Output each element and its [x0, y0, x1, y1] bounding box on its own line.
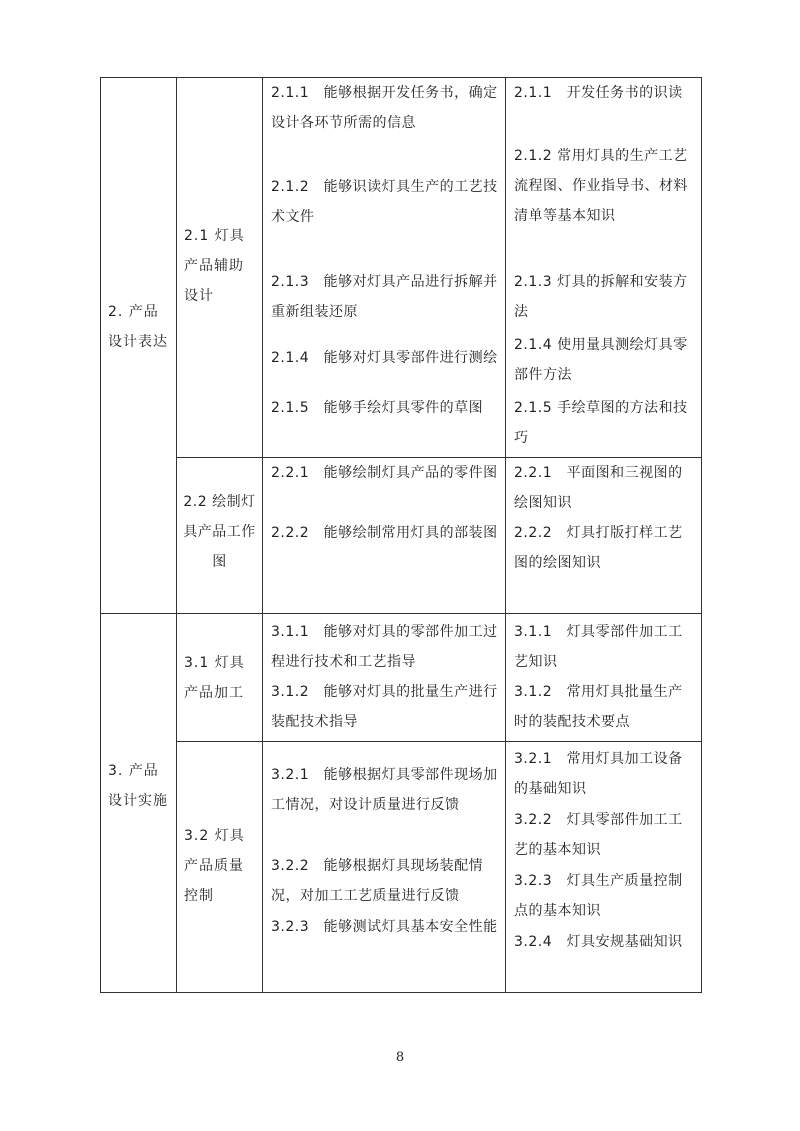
knowledge-item: 3.1.2 常用灯具批量生产时的装配技术要点 — [514, 684, 683, 730]
skill-item: 3.2.1 能够根据灯具零部件现场加工情况，对设计质量进行反馈 — [271, 767, 498, 814]
knowledge-item: 2.1.5 手绘草图的方法和技巧 — [514, 400, 688, 446]
table-row — [101, 457, 702, 613]
skill-item: 3.2.3 能够测试灯具基本安全性能 — [271, 919, 498, 936]
knowledge-cell — [506, 614, 702, 742]
table-row — [101, 78, 702, 458]
knowledge-item: 2.1.3 灯具的拆解和安装方法 — [514, 274, 688, 320]
knowledge-item: 3.2.3 灯具生产质量控制点的基本知识 — [514, 873, 683, 920]
skills-cell — [263, 742, 506, 993]
unit-cell — [177, 614, 263, 742]
knowledge-item: 3.1.1 灯具零部件加工工艺知识 — [514, 624, 683, 670]
knowledge-item: 2.1.4 使用量具测绘灯具零部件方法 — [514, 337, 688, 383]
knowledge-item: 2.1.2 常用灯具的生产工艺流程图、作业指导书、材料清单等基本知识 — [514, 148, 688, 224]
unit-label: 3.1 灯具产品加工 — [184, 655, 245, 701]
skill-item: 2.1.5 能够手绘灯具零件的草图 — [271, 400, 484, 416]
knowledge-item: 3.2.2 灯具零部件加工工艺的基本知识 — [514, 812, 683, 859]
area-cell — [101, 614, 177, 993]
unit-label: 2.2 绘制灯具产品工作图 — [183, 493, 256, 570]
unit-cell — [177, 78, 263, 458]
skill-item: 2.2.1 能够绘制灯具产品的零件图 — [271, 464, 498, 481]
unit-label: 2.1 灯具产品辅助设计 — [184, 228, 245, 304]
skill-item: 2.1.2 能够识读灯具生产的工艺技术文件 — [271, 179, 498, 225]
table-row — [101, 614, 702, 742]
knowledge-item: 2.1.1 开发任务书的识读 — [514, 85, 683, 101]
skill-item: 3.1.2 能够对灯具的批量生产进行装配技术指导 — [271, 684, 498, 730]
skill-item: 3.2.2 能够根据灯具现场装配情况，对加工工艺质量进行反馈 — [271, 858, 484, 905]
knowledge-item: 2.2.2 灯具打版打样工艺图的绘图知识 — [514, 524, 683, 571]
skills-cell — [263, 457, 506, 613]
unit-cell — [177, 742, 263, 993]
knowledge-item: 3.2.1 常用灯具加工设备的基础知识 — [514, 751, 683, 798]
page-number: 8 — [395, 1050, 405, 1065]
knowledge-cell — [506, 742, 702, 993]
skill-item: 2.2.2 能够绘制常用灯具的部装图 — [271, 524, 498, 541]
unit-cell — [177, 457, 263, 613]
skill-item: 2.1.4 能够对灯具零部件进行测绘 — [271, 350, 498, 366]
table-row — [101, 742, 702, 993]
knowledge-item: 3.2.4 灯具安规基础知识 — [514, 934, 683, 951]
area-label: 3. 产品设计实施 — [108, 763, 168, 809]
competency-table — [100, 77, 702, 993]
knowledge-cell — [506, 457, 702, 613]
skill-item: 3.1.1 能够对灯具的零部件加工过程进行技术和工艺指导 — [271, 624, 498, 670]
skill-item: 2.1.3 能够对灯具产品进行拆解并重新组装还原 — [271, 274, 498, 320]
knowledge-cell — [506, 78, 702, 458]
knowledge-item: 2.2.1 平面图和三视图的绘图知识 — [514, 464, 683, 511]
area-cell — [101, 78, 177, 614]
area-label: 2. 产品设计表达 — [108, 304, 168, 350]
unit-label: 3.2 灯具产品质量控制 — [184, 828, 245, 905]
skills-cell — [263, 78, 506, 458]
skills-cell — [263, 614, 506, 742]
skill-item: 2.1.1 能够根据开发任务书，确定设计各环节所需的信息 — [271, 85, 498, 131]
